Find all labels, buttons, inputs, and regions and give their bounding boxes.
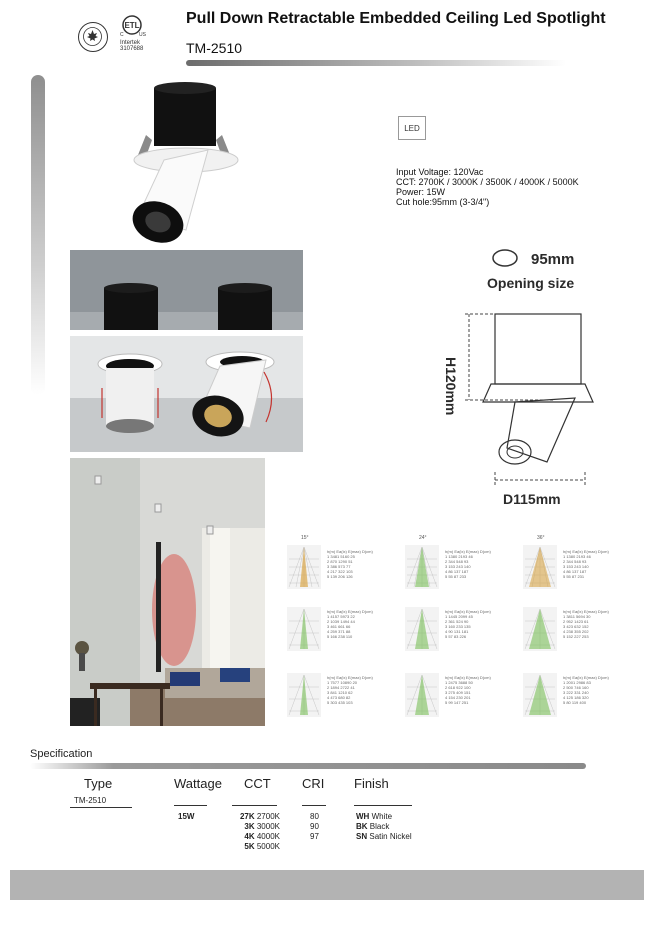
cri-row: 80 [310,812,319,821]
title-divider [186,60,566,66]
beam-angle-label: 36° [537,535,545,541]
lum-table-4: h(m) Ea(lx) E(max) D(cm) 1 4157 5973 22 2 1039 1494 44 3 461 661 66 4 259 371 88 5 166 238 110 [327,609,373,639]
pull-down-demo-photo [70,336,303,452]
lum-table-7: h(m) Ea(lx) E(max) D(cm) 1 7577 10890 20 2 1894 2722 41 3 841 1210 62 4 473 680 82 5 303 435 103 [327,675,373,705]
beam-diagram-icon [523,607,557,651]
lum-table-5: h(m) Ea(lx) E(max) D(cm) 1 1445 2099 45 2 361 524 90 3 160 233 135 4 90 131 181 5 57 83 226 [445,609,491,639]
installed-downlights-photo [70,250,303,330]
footer-bar [10,870,644,900]
specification-divider [30,763,586,769]
beam-diagram-icon [287,673,321,717]
photometric-grid [287,535,632,720]
input-voltage-text: Input Voltage: 120Vac [396,167,484,177]
lum-table-2: h(m) Ea(lx) E(max) D(cm) 1 1380 2193 46 2 344 548 93 3 153 243 140 4 86 137 187 5 55 87 233 [445,549,491,579]
wattage-rule [174,805,207,806]
intertek-number: 3107688 [120,46,144,52]
spec-summary [396,167,579,207]
cct-rule [232,805,277,806]
led-badge: LED [398,116,426,140]
lum-table-8: h(m) Ea(lx) E(max) D(cm) 1 2475 3688 50 2 618 922 100 3 275 409 151 4 154 230 201 5 99 147 251 [445,675,491,705]
product-image [124,80,244,250]
beam-diagram-icon [287,607,321,651]
dimension-drawing [435,240,625,520]
beam-diagram-icon [287,545,321,589]
side-accent-bar [31,75,45,395]
lum-table-9: h(m) Ea(lx) E(max) D(cm) 1 2001 2986 83 2 500 746 160 3 222 331 240 4 125 186 320 5 80 119 400 [563,675,609,705]
etl-us-label: US [139,32,146,38]
cri-row: 97 [310,832,319,841]
cct-row: 5K 5000K [244,842,280,851]
cct-row: 4K 4000K [244,832,280,841]
beam-diagram-icon [405,607,439,651]
etl-c-label: C [120,32,124,38]
cct-row: 27K 2700K [239,812,280,821]
cri-list [310,812,319,842]
column-cct: CCT [244,776,271,791]
cri-rule [302,805,326,806]
beam-angle-label: 24° [419,535,427,541]
column-wattage: Wattage [174,776,222,791]
beam-diagram-icon [405,673,439,717]
finish-row: BK Black [356,822,390,831]
finish-list [356,812,412,842]
column-cri: CRI [302,776,325,791]
column-finish: Finish [354,776,389,791]
beam-angle-label: 15° [301,535,309,541]
cct-text: CCT: 2700K / 3000K / 3500K / 4000K / 5000K [396,177,579,187]
column-type: Type [84,776,113,791]
height-dimension: H120mm [443,357,459,416]
model-number: TM-2510 [186,40,243,56]
finish-row: WH White [356,812,393,821]
cct-row: 3K 3000K [244,822,280,831]
cri-row: 90 [310,822,319,831]
finish-rule [354,805,412,806]
intertek-label: Intertek [120,40,141,46]
type-rule [70,807,132,808]
cut-hole-text: Cut hole:95mm (3-3/4") [396,197,490,207]
type-value: TM-2510 [74,796,107,805]
interior-application-photo [70,458,265,726]
finish-row: SN Satin Nickel [356,832,412,841]
intertek-text [120,40,143,52]
beam-diagram-icon [405,545,439,589]
etl-label: ETL [124,21,140,30]
diameter-dimension: D115mm [503,491,561,507]
cert-seal-icon [78,22,108,52]
beam-diagram-icon [523,545,557,589]
cct-list [230,812,280,852]
wattage-value: 15W [178,812,195,821]
power-text: Power: 15W [396,187,446,197]
lum-table-3: h(m) Ea(lx) E(max) D(cm) 1 1380 2193 46 2 344 548 93 3 153 243 140 4 86 137 187 5 55 87 231 [563,549,609,579]
lum-table-1: h(m) Ea(lx) E(max) D(cm) 1 3481 5160 25 2 870 1290 51 3 386 573 77 4 217 322 103 5 139 206 126 [327,549,373,579]
opening-icon [493,250,517,266]
beam-diagram-icon [523,673,557,717]
specification-heading: Specification [30,748,93,760]
opening-size-label: Opening size [487,275,575,291]
page-title: Pull Down Retractable Embedded Ceiling Led Spotlight [186,10,606,27]
lum-table-6: h(m) Ea(lx) E(max) D(cm) 1 3811 5694 30 2 952 1423 61 3 423 632 152 4 238 355 202 5 152 227 253 [563,609,609,639]
opening-dimension: 95mm [531,251,575,268]
